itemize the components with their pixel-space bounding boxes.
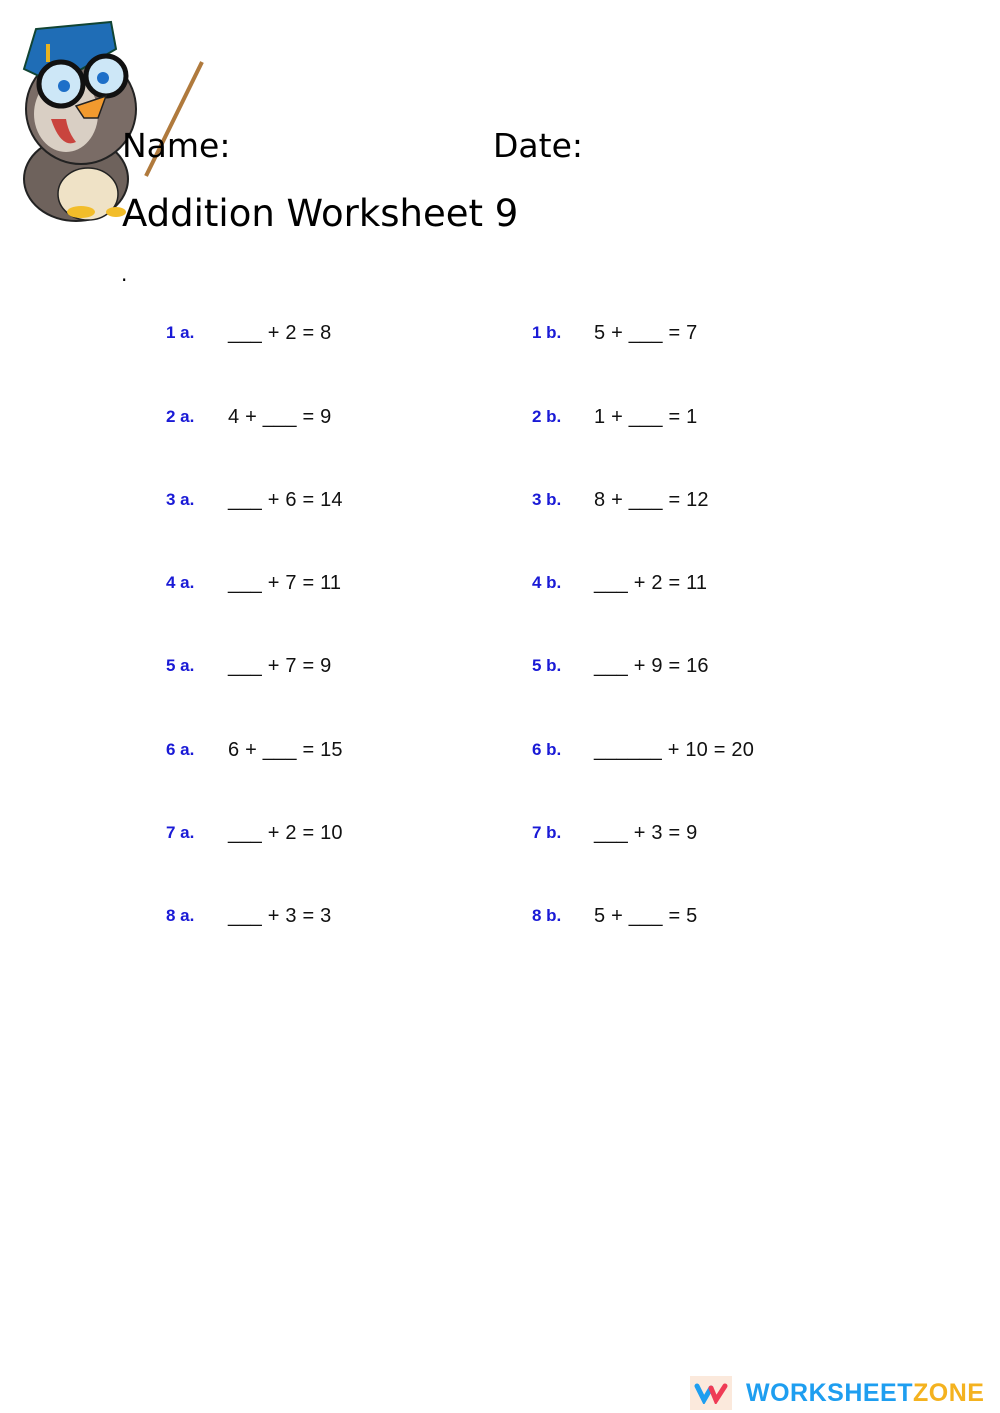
- problem-label: 8 b.: [532, 906, 562, 925]
- problem-item: [166, 818, 343, 848]
- problem-label: 2 b.: [532, 407, 562, 426]
- problem-label: 1 a.: [166, 323, 195, 342]
- problem-expression[interactable]: ___ + 9 = 16: [594, 654, 709, 677]
- problem-expression[interactable]: ___ + 2 = 10: [228, 821, 343, 844]
- problem-expression[interactable]: 1 + ___ = 1: [594, 405, 698, 428]
- problem-item: [532, 402, 697, 432]
- problem-item: [166, 318, 331, 348]
- problem-label: 6 b.: [532, 740, 562, 759]
- dot-marker: .: [121, 262, 128, 286]
- problem-expression[interactable]: ___ + 7 = 11: [228, 571, 342, 594]
- problem-label: 1 b.: [532, 323, 562, 342]
- problem-item: [166, 651, 331, 681]
- problem-label: 5 b.: [532, 656, 562, 675]
- problem-label: 2 a.: [166, 407, 195, 426]
- problem-expression[interactable]: 4 + ___ = 9: [228, 405, 332, 428]
- problem-expression[interactable]: 5 + ___ = 7: [594, 321, 698, 344]
- problem-label: 5 a.: [166, 656, 195, 675]
- problem-expression[interactable]: ______ + 10 = 20: [594, 738, 755, 761]
- page-title: Addition Worksheet 9: [122, 192, 519, 235]
- problem-label: 3 a.: [166, 490, 195, 509]
- problem-expression[interactable]: ___ + 7 = 9: [228, 654, 332, 677]
- problem-item: [532, 651, 709, 681]
- problem-item: [166, 485, 343, 515]
- problem-expression[interactable]: ___ + 6 = 14: [228, 488, 343, 511]
- worksheetzone-logo: [690, 1376, 984, 1410]
- problem-item: [532, 901, 697, 931]
- name-label: Name:: [122, 126, 231, 165]
- problem-label: 8 a.: [166, 906, 195, 925]
- problem-label: 6 a.: [166, 740, 195, 759]
- problem-label: 3 b.: [532, 490, 562, 509]
- problem-expression[interactable]: 5 + ___ = 5: [594, 904, 698, 927]
- w-logo-icon: [690, 1376, 732, 1410]
- problem-item: [532, 735, 754, 765]
- logo-text-zone: ZONE: [913, 1378, 985, 1407]
- problem-item: [532, 818, 697, 848]
- problem-item: [166, 735, 343, 765]
- problem-item: [532, 318, 697, 348]
- problem-item: [532, 485, 709, 515]
- problem-expression[interactable]: ___ + 3 = 3: [228, 904, 332, 927]
- problem-item: [532, 568, 707, 598]
- problem-item: [166, 901, 331, 931]
- date-label: Date:: [493, 126, 583, 165]
- problem-expression[interactable]: ___ + 2 = 8: [228, 321, 332, 344]
- logo-text-worksheet: WORKSHEET: [746, 1378, 913, 1407]
- problem-expression[interactable]: 6 + ___ = 15: [228, 738, 343, 761]
- problem-expression[interactable]: ___ + 2 = 11: [594, 571, 708, 594]
- problem-item: [166, 568, 341, 598]
- problem-expression[interactable]: 8 + ___ = 12: [594, 488, 709, 511]
- problem-label: 7 a.: [166, 823, 195, 842]
- problem-item: [166, 402, 331, 432]
- problem-expression[interactable]: ___ + 3 = 9: [594, 821, 698, 844]
- problem-label: 7 b.: [532, 823, 562, 842]
- problem-label: 4 a.: [166, 573, 195, 592]
- problem-label: 4 b.: [532, 573, 562, 592]
